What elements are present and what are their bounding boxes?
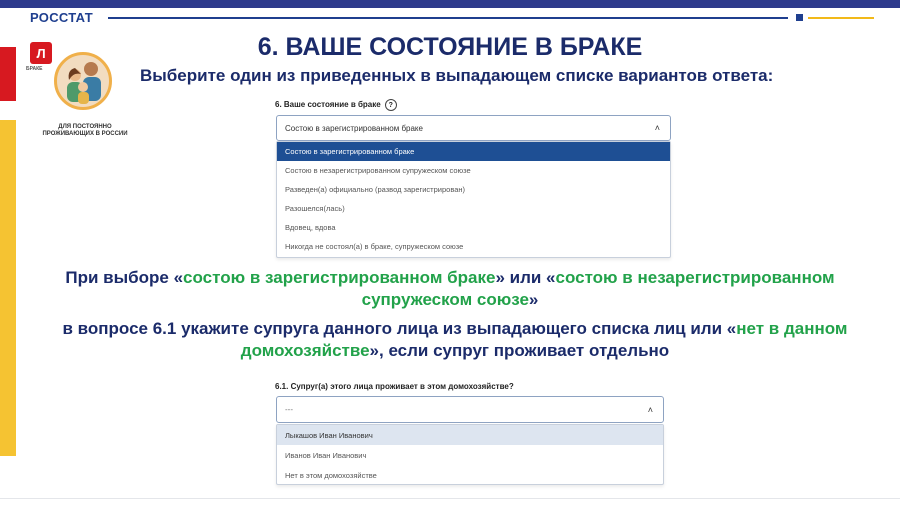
option-unregistered-union[interactable]: Состою в незарегистрированном супружеском союзе	[285, 166, 471, 175]
spouse-options	[276, 424, 664, 485]
marital-status-options	[276, 141, 671, 258]
instruction1-part3: »	[528, 290, 539, 309]
question-6-1-label: 6.1. Супруг(а) этого лица проживает в этом домохозяйстве?	[275, 382, 514, 391]
chevron-up-icon[interactable]: ˄	[647, 404, 653, 415]
question-6-label-text: 6. Ваше состояние в браке	[275, 100, 381, 110]
option-registered-marriage[interactable]: Состою в зарегистрированном браке	[277, 142, 670, 161]
family-svg	[57, 55, 109, 107]
instruction1-part1: При выборе «	[65, 268, 184, 287]
brand-label: РОССТАТ	[30, 10, 93, 25]
header-square	[796, 14, 803, 21]
page-subtitle: Выберите один из приведенных в выпадающем списке вариантов ответа:	[140, 66, 774, 85]
instruction-choice-text	[60, 267, 840, 311]
option-person-lykashov[interactable]: Лыкашов Иван Иванович	[277, 425, 663, 445]
spouse-select-placeholder: ---	[285, 405, 293, 414]
instruction2-part2: », если супруг проживает отдельно	[369, 341, 670, 360]
audience-caption: ДЛЯ ПОСТОЯННО ПРОЖИВАЮЩИХ В РОССИИ	[42, 124, 128, 137]
option-never-married[interactable]: Никогда не состоял(а) в браке, супружеском союзе	[285, 242, 464, 251]
bottom-divider	[0, 498, 900, 499]
option-not-in-household[interactable]: Нет в этом домохозяйстве	[285, 470, 377, 480]
option-separated[interactable]: Разошелся(лась)	[285, 204, 345, 213]
instruction1-highlight1: состою в зарегистрированном браке	[183, 268, 496, 287]
option-widowed[interactable]: Вдовец, вдова	[285, 223, 336, 232]
option-person-ivanov[interactable]: Иванов Иван Иванович	[285, 450, 367, 460]
instruction2-part1: в вопросе 6.1 укажите супруга данного лица из выпадающего списка лиц или «	[62, 319, 737, 338]
instruction2-highlight: нет в данном домохозяйстве	[240, 319, 848, 360]
page-title: 6. ВАШЕ СОСТОЯНИЕ В БРАКЕ	[257, 33, 643, 61]
instruction1-highlight2: состою в незарегистрированном супружеском союзе	[361, 268, 835, 309]
question-6-label	[275, 99, 397, 111]
spouse-select[interactable]	[276, 396, 664, 423]
logo-letter: Л	[36, 45, 46, 61]
header-divider	[108, 17, 788, 19]
help-icon[interactable]: ?	[385, 99, 397, 111]
header-accent-line	[808, 17, 874, 19]
top-bar	[0, 0, 900, 8]
instruction-spouse-text	[40, 318, 870, 362]
marital-status-select[interactable]	[276, 115, 671, 141]
instruction1-part2: » или «	[495, 268, 556, 287]
marital-status-selected-value: Состою в зарегистрированном браке	[285, 123, 423, 133]
side-accent-yellow	[0, 120, 16, 456]
logo-subtext: БРАКЕ	[26, 66, 43, 72]
chevron-up-icon[interactable]: ˄	[654, 123, 660, 133]
option-divorced-official[interactable]: Разведен(а) официально (развод зарегистрирован)	[285, 185, 466, 194]
